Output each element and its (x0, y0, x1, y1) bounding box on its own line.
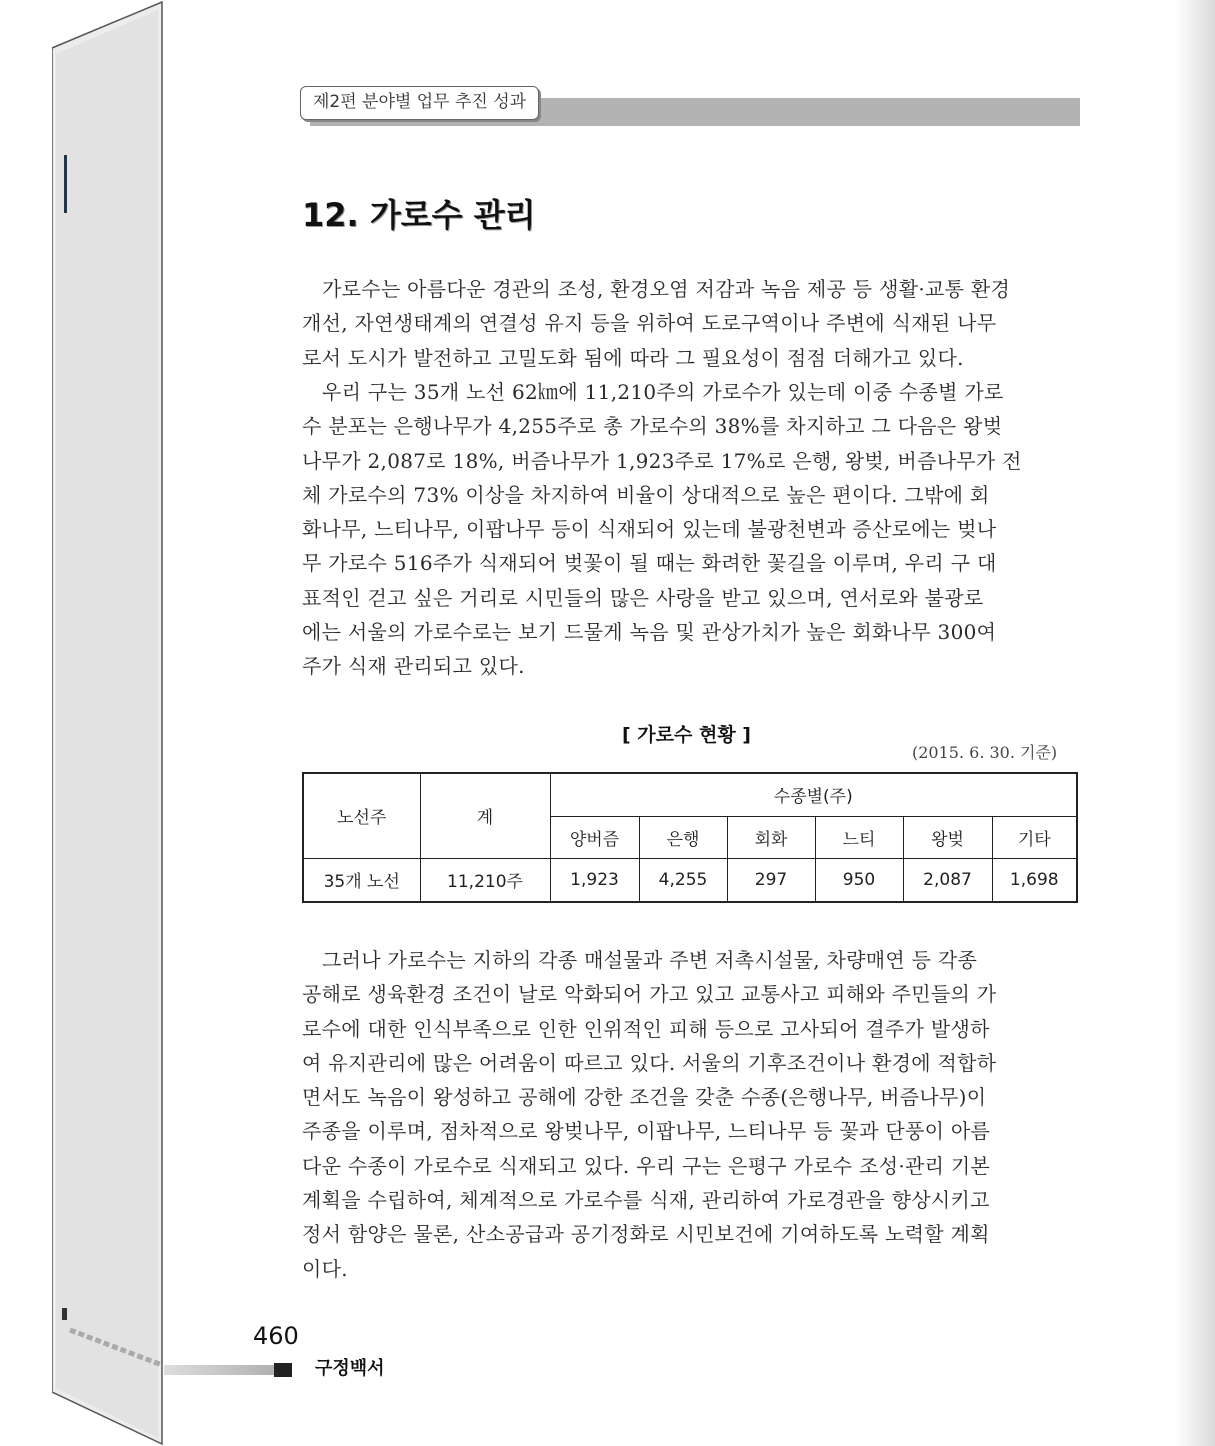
paragraph-line: 면서도 녹음이 왕성하고 공해에 강한 조건을 갖춘 수종(은행나무, 버즘나무)이 (302, 1085, 987, 1110)
cell-value: 1,923 (550, 858, 639, 902)
cell-route: 35개 노선 (303, 858, 420, 902)
paragraph-line: 로서 도시가 발전하고 고밀도화 됨에 따라 그 필요성이 점점 더해가고 있다. (302, 345, 964, 370)
header-species-item: 왕벚 (903, 816, 992, 858)
paragraph-line: 그러나 가로수는 지하의 각종 매설물과 주변 저촉시설물, 차량매연 등 각종 (322, 948, 978, 972)
section-title: 12. 가로수 관리 (302, 196, 536, 234)
paragraph-line: 이다. (302, 1256, 348, 1281)
street-tree-table (302, 772, 1078, 903)
cell-value: 1,698 (992, 858, 1077, 902)
paragraph-line: 주종을 이루며, 점차적으로 왕벚나무, 이팝나무, 느티나무 등 꽃과 단풍이 아름 (302, 1119, 991, 1144)
table-date-note: (2015. 6. 30. 기준) (912, 743, 1058, 762)
paragraph-line: 표적인 걷고 싶은 거리로 시민들의 많은 사랑을 받고 있으며, 연서로와 불광로 (302, 585, 984, 610)
header-species: 수종별(주) (550, 773, 1077, 816)
table-row (303, 858, 1077, 902)
paragraph-line: 주가 식재 관리되고 있다. (302, 654, 525, 679)
paragraph-line: 개선, 자연생태계의 연결성 유지 등을 위하여 도로구역이나 주변에 식재된 나무 (302, 311, 997, 336)
header-species-item: 느티 (815, 816, 903, 858)
paragraph-intro (302, 272, 1074, 375)
footer-block (274, 1363, 292, 1377)
paragraph-line: 여 유지관리에 많은 어려움이 따르고 있다. 서울의 기후조건이나 환경에 적합하 (302, 1050, 997, 1075)
header-species-item: 회화 (727, 816, 815, 858)
table-title: [ 가로수 현황 ] (622, 724, 751, 746)
paragraph-management (302, 943, 1074, 1286)
cell-value: 4,255 (639, 858, 727, 902)
paragraph-line: 나무가 2,087로 18%, 버즘나무가 1,923주로 17%로 은행, 왕벚, 버즘나무가 전 (302, 448, 1022, 473)
page-edge-shadow (1175, 0, 1215, 1446)
header-species-item: 기타 (992, 816, 1077, 858)
footer-bar (164, 1365, 292, 1375)
cell-total: 11,210주 (420, 858, 550, 902)
header-total: 계 (420, 773, 550, 858)
header-route: 노선주 (303, 773, 420, 858)
paragraph-line: 에는 서울의 가로수로는 보기 드물게 녹음 및 관상가치가 높은 회화나무 300여 (302, 620, 997, 645)
book-spine (52, 0, 164, 1446)
page-number: 460 (253, 1322, 299, 1350)
paragraph-line: 다운 수종이 가로수로 식재되고 있다. 우리 구는 은평구 가로수 조성·관리 기본 (302, 1153, 991, 1178)
paragraph-line: 공해로 생육환경 조건이 날로 악화되어 가고 있고 교통사고 피해와 주민들의 가 (302, 982, 997, 1007)
cell-value: 2,087 (903, 858, 992, 902)
paragraph-line: 우리 구는 35개 노선 62㎞에 11,210주의 가로수가 있는데 이중 수종별 가로 (322, 380, 1004, 404)
paragraph-line: 정서 함양은 물론, 산소공급과 공기정화로 시민보건에 기여하도록 노력할 계획 (302, 1222, 990, 1247)
paragraph-line: 체 가로수의 73% 이상을 차지하여 비율이 상대적으로 높은 편이다. 그밖에 회 (302, 482, 990, 507)
paragraph-line: 무 가로수 516주가 식재되어 벚꽃이 될 때는 화려한 꽃길을 이루며, 우리 구 대 (302, 551, 997, 576)
header-species-item: 은행 (639, 816, 727, 858)
paragraph-line: 로수에 대한 인식부족으로 인한 인위적인 피해 등으로 고사되어 결주가 발생하 (302, 1016, 990, 1041)
book-title: 구정백서 (315, 1358, 385, 1379)
paragraph-distribution (302, 375, 1074, 684)
chapter-tab: 제2편 분야별 업무 추진 성과 (300, 86, 539, 120)
paragraph-line: 수 분포는 은행나무가 4,255주로 총 가로수의 38%를 차지하고 그 다음은 왕벚 (302, 414, 1003, 439)
cell-value: 950 (815, 858, 903, 902)
cell-value: 297 (727, 858, 815, 902)
header-species-item: 양버즘 (550, 816, 639, 858)
paragraph-line: 계획을 수립하여, 체계적으로 가로수를 식재, 관리하여 가로경관을 향상시키고 (302, 1188, 990, 1213)
paragraph-line: 가로수는 아름다운 경관의 조성, 환경오염 저감과 녹음 제공 등 생활·교통 환경 (322, 277, 1011, 301)
paragraph-line: 화나무, 느티나무, 이팝나무 등이 식재되어 있는데 불광천변과 증산로에는 벚나 (302, 517, 997, 542)
